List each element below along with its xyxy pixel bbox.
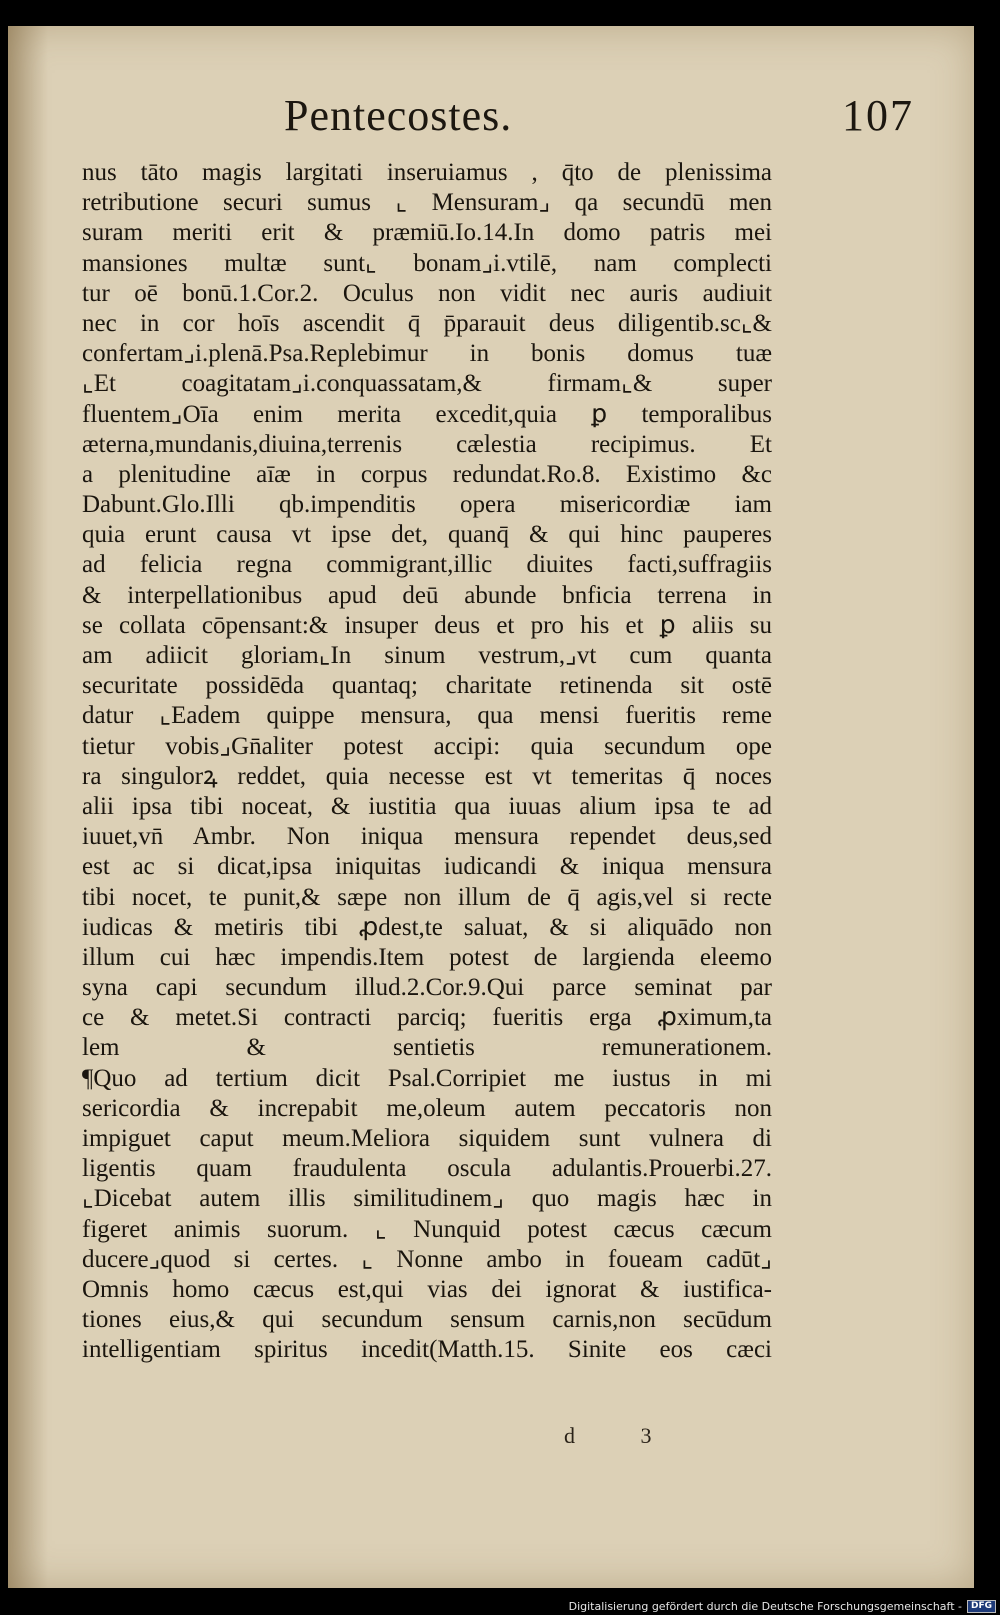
text-line: am adiicit gloriam⌞In sinum vestrum,⌟vt cum quanta — [82, 642, 772, 669]
digitization-credit — [569, 1600, 996, 1613]
text-line: æterna,mundanis,diuina,terrenis cælestia recipimus. Et — [82, 430, 772, 458]
text-line: intelligentiam spiritus incedit(Matth.15. Sinite eos cæci — [82, 1336, 772, 1364]
text-line: figeret animis suorum. ⌞ Nunquid potest cæcus cæcum — [82, 1215, 772, 1243]
text-line: ducere⌟quod si certes. ⌞ Nonne ambo in foueam cadūt⌟ — [82, 1245, 772, 1273]
text-line: Omnis homo cæcus est,qui vias dei ignorat & iustifica- — [82, 1275, 772, 1303]
text-line: retributione securi sumus ⌞ Mensuram⌟ qa secundū men — [82, 189, 772, 217]
text-line: nec in cor hoīs ascendit q̄ p̄parauit deus diligentib.sc⌞& — [82, 309, 772, 337]
text-line: sericordia & increpabit me,oleum autem peccatoris non — [82, 1094, 772, 1122]
text-line: tietur vobis⌟Gn̄aliter potest accipi: quia secundum ope — [82, 732, 772, 760]
text-line: lem & sentietis remunerationem. — [82, 1034, 772, 1062]
book-page — [8, 26, 974, 1588]
body-text-block — [82, 158, 772, 1366]
credit-text: Digitalisierung gefördert durch die Deutsche Forschungsgemeinschaft - — [568, 1600, 962, 1613]
text-line: ¶Quo ad tertium dicit Psal.Corripiet me iustus in mi — [82, 1064, 772, 1092]
text-line: datur ⌞Eadem quippe mensura, qua mensi fueritis reme — [82, 702, 772, 730]
signature-mark: d 3 — [564, 1423, 682, 1448]
text-line: nus tāto magis largitati inseruiamus , q̄to de plenissima — [82, 159, 772, 186]
text-line: & interpellationibus apud deū abunde bnficia terrena in — [82, 581, 772, 609]
text-line: syna capi secundum illud.2.Cor.9.Qui parce seminat par — [82, 974, 772, 1002]
text-line: a plenitudine aīæ in corpus redundat.Ro.8. Existimo &c — [82, 460, 772, 488]
dfg-logo-icon: DFG — [967, 1600, 996, 1613]
text-line: fluentem⌟Oīa enim merita excedit,quia ꝑ temporalibus — [82, 400, 772, 428]
text-line: est ac si dicat,ipsa iniquitas iudicandi & iniqua mensura — [82, 853, 772, 881]
text-line: illum cui hæc impendis.Item potest de largienda eleemo — [82, 943, 772, 971]
text-line: ⌞Et coagitatam⌟i.conquassatam,& firmam⌞& super — [82, 370, 772, 398]
page-gutter-shadow — [8, 26, 48, 1588]
text-line: iuuet,vn̄ Ambr. Non iniqua mensura rependet deus,sed — [82, 823, 772, 851]
text-line: suram meriti erit & præmiū.Io.14.In domo patris mei — [82, 219, 772, 247]
text-line: impiguet caput meum.Meliora siquidem sunt vulnera di — [82, 1125, 772, 1152]
running-head — [284, 90, 914, 140]
text-line: quia erunt causa vt ipse det, quanq̄ & qui hinc pauperes — [82, 521, 772, 549]
text-line: mansiones multæ sunt⌞ bonam⌟i.vtilē, nam complecti — [82, 249, 772, 277]
text-line: ra singulorꝝ reddet, quia necesse est vt temeritas q̄ noces — [82, 762, 772, 790]
text-line: ligentis quam fraudulenta oscula adulantis.Prouerbi.27. — [82, 1155, 772, 1183]
page-number: 107 — [842, 91, 914, 140]
text-line: tur oē bonū.1.Cor.2. Oculus non vidit nec auris audiuit — [82, 279, 772, 307]
text-line: confertam⌟i.plenā.Psa.Replebimur in bonis domus tuæ — [82, 340, 772, 368]
text-line: ⌞Dicebat autem illis similitudinem⌟ quo magis hæc in — [82, 1185, 772, 1213]
text-line: alii ipsa tibi noceat, & iustitia qua iuuas alium ipsa te ad — [82, 792, 772, 820]
text-line: Dabunt.Glo.Illi qb.impenditis opera misericordiæ iam — [82, 491, 772, 519]
text-line: se collata cōpensant:& insuper deus et pro his et ꝑ aliis su — [82, 611, 772, 639]
text-line: ad felicia regna commigrant,illic diuites facti,suffragiis — [82, 551, 772, 579]
text-line: tiones eius,& qui secundum sensum carnis,non secūdum — [82, 1306, 772, 1334]
text-line: securitate possidēda quantaq; charitate retinenda sit ostē — [82, 672, 772, 700]
text-line: tibi nocet, te punit,& sæpe non illum de q̄ agis,vel si recte — [82, 883, 772, 911]
running-head-title: Pentecostes. — [284, 91, 513, 140]
text-line: ce & metet.Si contracti parciq; fueritis erga ꝓximum,ta — [82, 1004, 772, 1032]
text-line: iudicas & metiris tibi ꝓdest,te saluat, & si aliquādo non — [82, 913, 772, 941]
